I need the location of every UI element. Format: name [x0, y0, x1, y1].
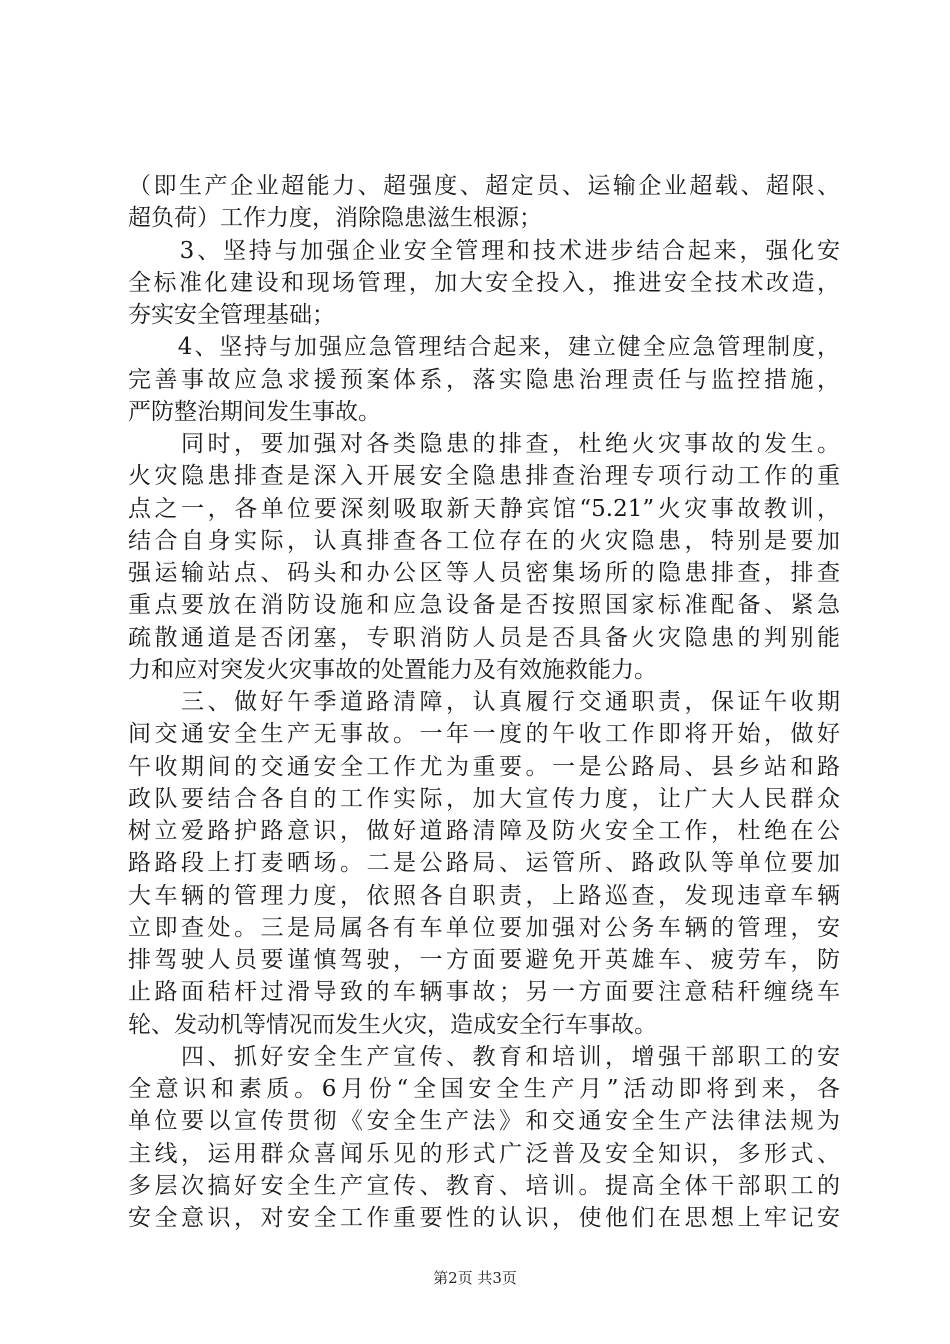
text-line: 重点要放在消防设施和应急设备是否按照国家标准配备、紧急: [128, 592, 840, 619]
text-line: 全意识和素质。6月份“全国安全生产月”活动即将到来，各: [128, 1076, 840, 1102]
text-line: 午收期间的交通安全工作尤为重要。一是公路局、县乡站和路: [128, 753, 840, 780]
text-line: 路路段上打麦晒场。二是公路局、运管所、路政队等单位要加: [128, 850, 840, 877]
text-line: 三、做好午季道路清障，认真履行交通职责，保证午收期: [128, 689, 840, 715]
text-line: 安全意识，对安全工作重要性的认识，使他们在思想上牢记安: [128, 1205, 840, 1231]
text-line: 间交通安全生产无事故。一年一度的午收工作即将开始，做好: [128, 721, 840, 748]
text-line: 严防整治期间发生事故。: [128, 398, 381, 425]
text-line: 政队要结合各自的工作实际，加大宣传力度，让广大人民群众: [128, 785, 840, 812]
text-line: 4、坚持与加强应急管理结合起来，建立健全应急管理制度，: [128, 334, 840, 361]
text-line: 止路面秸杆过滑导致的车辆事故；另一方面要注意秸秆缠绕车: [128, 979, 840, 1006]
text-line: 强运输站点、码头和办公区等人员密集场所的隐患排查，排查: [128, 560, 840, 586]
text-line: 3、坚持与加强企业安全管理和技术进步结合起来，强化安: [128, 237, 840, 264]
text-line: （即生产企业超能力、超强度、超定员、运输企业超载、超限、: [128, 173, 840, 199]
text-line: 四、抓好安全生产宣传、教育和培训，增强干部职工的安: [128, 1043, 840, 1070]
text-line: 立即查处。三是局属各有车单位要加强对公务车辆的管理，安: [128, 914, 840, 941]
text-line: 点之一，各单位要深刻吸取新天静宾馆“5.21”火灾事故教训，: [128, 495, 840, 522]
text-line: 超负荷）工作力度，消除隐患滋生根源；: [128, 205, 542, 232]
text-line: 火灾隐患排查是深入开展安全隐患排查治理专项行动工作的重: [128, 463, 840, 490]
text-line: 单位要以宣传贯彻《安全生产法》和交通安全生产法律法规为: [128, 1108, 840, 1135]
text-line: 树立爱路护路意识，做好道路清障及防火安全工作，杜绝在公: [128, 818, 840, 844]
document-body: [128, 170, 840, 1234]
text-line: 主线，运用群众喜闻乐见的形式广泛普及安全知识，多形式、: [128, 1140, 840, 1167]
page-footer: 第2页 共3页: [433, 1269, 517, 1287]
text-line: 完善事故应急求援预案体系，落实隐患治理责任与监控措施，: [128, 366, 840, 393]
text-line: 全标准化建设和现场管理，加大安全投入，推进安全技术改造，: [128, 269, 840, 296]
text-line: 疏散通道是否闭塞，专职消防人员是否具备火灾隐患的判别能: [128, 624, 840, 651]
text-line: 排驾驶人员要谨慎驾驶，一方面要避免开英雄车、疲劳车，防: [128, 947, 840, 973]
text-line: 结合自身实际，认真排查各工位存在的火灾隐患，特别是要加: [128, 527, 840, 554]
text-line: 轮、发动机等情况而发生火灾，造成安全行车事故。: [128, 1011, 657, 1038]
text-line: 大车辆的管理力度，依照各自职责，上路巡查，发现违章车辆: [128, 882, 840, 909]
text-line: 夯实安全管理基础；: [128, 302, 335, 328]
text-line: 同时，要加强对各类隐患的排查，杜绝火灾事故的发生。: [128, 431, 840, 457]
text-line: 多层次搞好安全生产宣传、教育、培训。提高全体干部职工的: [128, 1172, 840, 1199]
text-line: 力和应对突发火灾事故的处置能力及有效施救能力。: [128, 656, 657, 683]
